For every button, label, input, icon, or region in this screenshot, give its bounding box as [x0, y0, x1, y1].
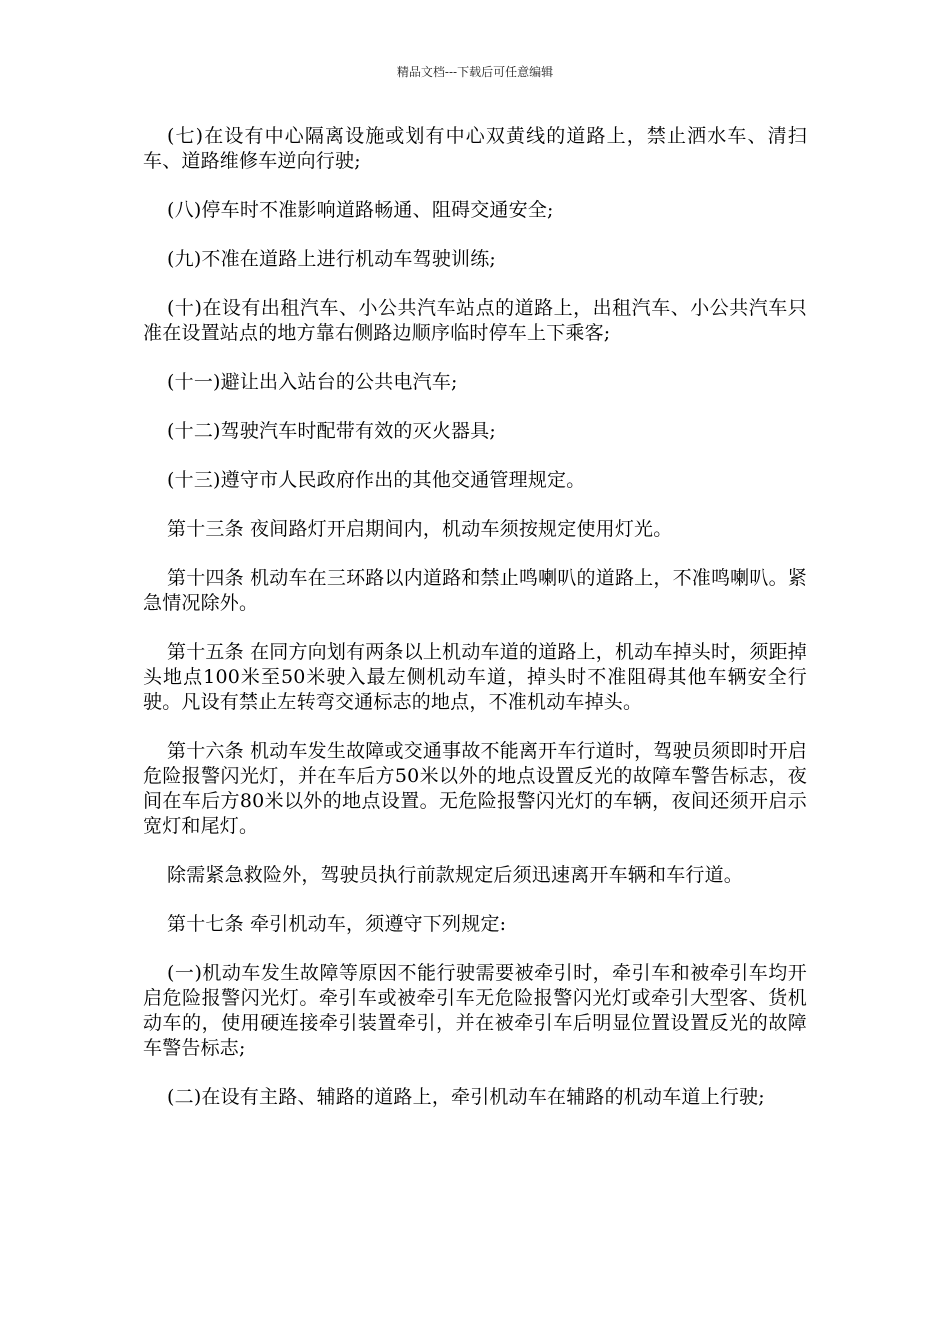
paragraph-item-11: (十一)避让出入站台的公共电汽车;: [167, 371, 458, 393]
paragraph-item-8: (八)停车时不准影响道路畅通、阻碍交通安全;: [167, 199, 554, 221]
article-16-clause-2: 除需紧急救险外，驾驶员执行前款规定后须迅速离开车辆和车行道。: [167, 864, 744, 886]
paragraph-item-10: (十)在设有出租汽车、小公共汽车站点的道路上，出租汽车、小公共汽车只准在设置站点的地方靠右侧路边顺序临时停车上下乘客;: [143, 297, 807, 344]
article-15: 第十五条 在同方向划有两条以上机动车道的道路上，机动车掉头时，须距掉头地点100米至50米驶入最左侧机动车道，掉头时不准阻碍其他车辆安全行驶。凡设有禁止左转弯交通标志的地点，不准机动车掉头。: [143, 641, 807, 713]
article-17: 第十七条 牵引机动车，须遵守下列规定:: [167, 913, 507, 935]
article-14: 第十四条 机动车在三环路以内道路和禁止鸣喇叭的道路上，不准鸣喇叭。紧急情况除外。: [143, 567, 807, 614]
paragraph-item-9: (九)不准在道路上进行机动车驾驶训练;: [167, 248, 497, 270]
document-body: [143, 124, 807, 1134]
paragraph-item-12: (十二)驾驶汽车时配带有效的灭火器具;: [167, 420, 497, 442]
article-17-item-2: (二)在设有主路、辅路的道路上，牵引机动车在辅路的机动车道上行驶;: [167, 1086, 765, 1108]
page-header: 精品文档---下载后可任意编辑: [396, 65, 554, 79]
paragraph-item-13: (十三)遵守市人民政府作出的其他交通管理规定。: [167, 469, 586, 491]
article-13: 第十三条 夜间路灯开启期间内，机动车须按规定使用灯光。: [167, 518, 673, 540]
article-17-item-1: (一)机动车发生故障等原因不能行驶需要被牵引时，牵引车和被牵引车均开启危险报警闪光灯。牵引车或被牵引车无危险报警闪光灯或牵引大型客、货机动车的，使用硬连接牵引装置牵引，并在被牵引车后明显位置设置反光的故障车警告标志;: [143, 962, 807, 1059]
article-16: 第十六条 机动车发生故障或交通事故不能离开车行道时，驾驶员须即时开启危险报警闪光灯，并在车后方50米以外的地点设置反光的故障车警告标志，夜间在车后方80米以外的地点设置。无危险报警闪光灯的车辆，夜间还须开启示宽灯和尾灯。: [143, 740, 807, 837]
paragraph-item-7: (七)在设有中心隔离设施或划有中心双黄线的道路上，禁止洒水车、清扫车、道路维修车逆向行驶;: [143, 125, 807, 172]
